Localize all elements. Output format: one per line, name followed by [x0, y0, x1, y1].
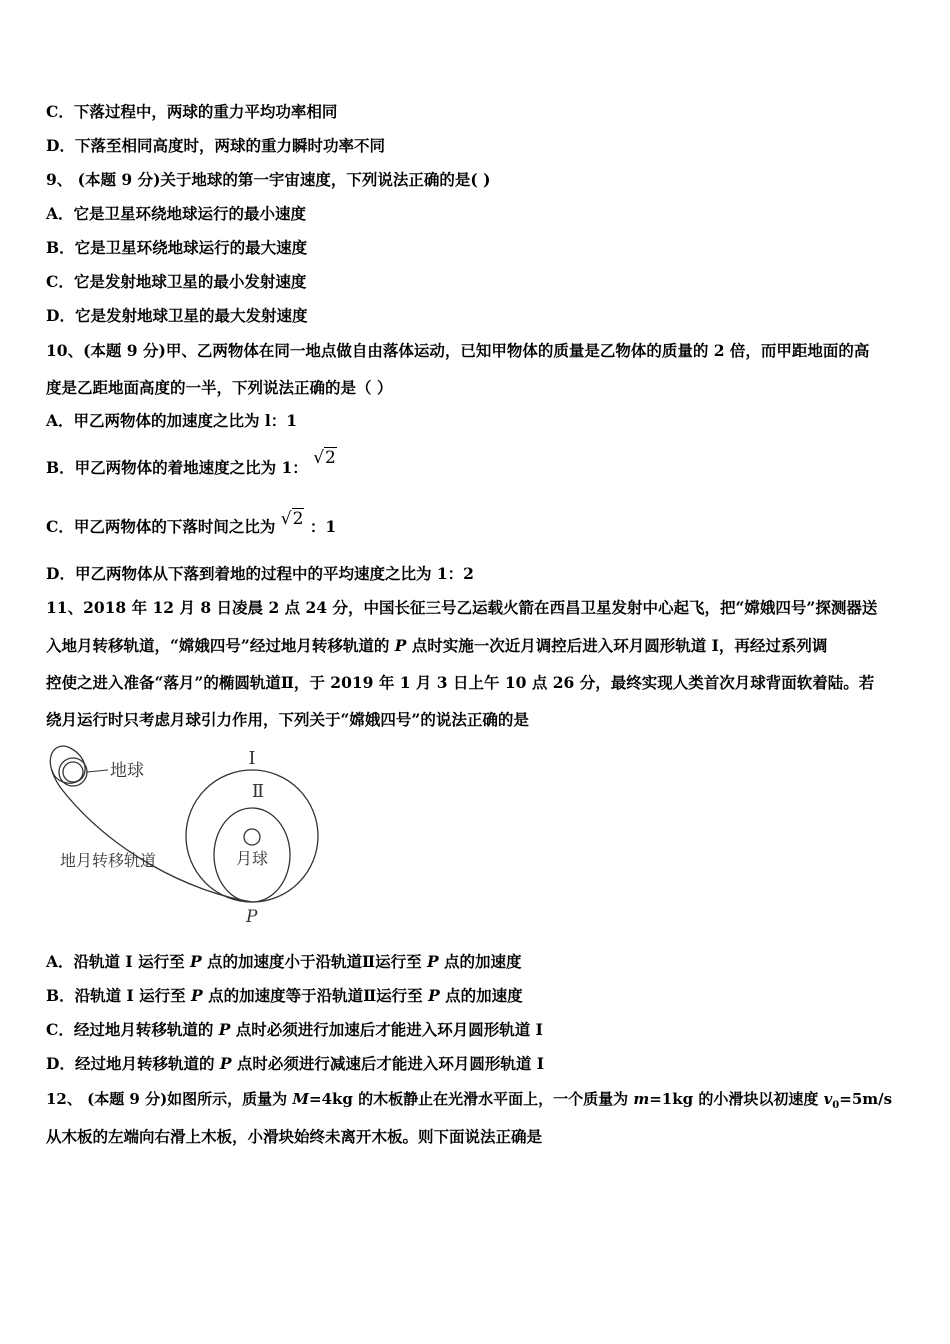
q11-option-c-2: 点时必须进行加速后才能进入环月圆形轨道 I — [230, 1020, 543, 1039]
earth-inner-circle — [63, 762, 83, 782]
mass-small-m-symbol: m — [633, 1090, 650, 1108]
q11-stem-line2 — [46, 636, 827, 656]
mass-m-symbol: M — [292, 1090, 310, 1108]
sqrt-two: √2 — [280, 509, 304, 529]
q11-stem-line4: 绕月运行时只考虑月球引力作用，下列关于“嫦娥四号”的说法正确的是 — [46, 710, 529, 729]
q11-stem-line2-a: 入地月转移轨道，“嫦娥四号”经过地月转移轨道的 — [46, 636, 395, 655]
point-p: P — [191, 986, 203, 1005]
orbit-figure — [40, 742, 340, 927]
q11-option-a — [46, 952, 522, 972]
q8-option-d: D．下落至相同高度时，两球的重力瞬时功率不同 — [46, 136, 385, 155]
q11-option-d — [46, 1054, 544, 1074]
q12-stem-c: =1kg 的小滑块以初速度 — [649, 1090, 824, 1108]
q11-option-b-2: 点的加速度等于沿轨道Ⅱ运行至 — [202, 986, 429, 1005]
point-p: P — [189, 952, 202, 971]
sqrt-radicand: 2 — [325, 448, 336, 468]
q10-option-b-text: B．甲乙两物体的着地速度之比为 1： — [46, 458, 308, 477]
earth-label: 地球 — [110, 761, 144, 781]
q10-option-b — [46, 448, 337, 478]
point-p: P — [219, 1054, 232, 1073]
sqrt-radicand: 2 — [292, 509, 304, 529]
velocity-subscript: 0 — [832, 1100, 840, 1111]
q11-option-c-1: C．经过地月转移轨道的 — [46, 1020, 219, 1039]
transfer-orbit-path — [50, 746, 252, 902]
q11-option-c — [46, 1020, 543, 1040]
q9-option-d: D．它是发射地球卫星的最大发射速度 — [46, 306, 308, 325]
q11-option-b-1: B．沿轨道 I 运行至 — [46, 986, 192, 1005]
orbit-ii-label: Ⅱ — [251, 781, 265, 802]
sqrt-two: √2 — [313, 448, 336, 468]
q10-option-a: A．甲乙两物体的加速度之比为 l：1 — [46, 411, 298, 430]
point-p: P — [394, 636, 407, 655]
q8-option-c: C．下落过程中，两球的重力平均功率相同 — [46, 102, 338, 121]
point-p-label: P — [246, 907, 258, 927]
q11-stem-line3: 控使之进入准备“落月”的椭圆轨道Ⅱ，于 2019 年 1 月 3 日上午 10 点 26 分，最终实现人类首次月球背面软着陆。若 — [46, 673, 875, 692]
q10-option-d: D．甲乙两物体从下落到着地的过程中的平均速度之比为 1：2 — [46, 564, 474, 583]
moon-circle — [244, 829, 260, 845]
q10-option-c — [46, 509, 337, 537]
q11-option-a-1: A．沿轨道 I 运行至 — [46, 952, 190, 971]
q11-stem-line2-b: 点时实施一次近月调控后进入环月圆形轨道 I，再经过系列调 — [406, 636, 828, 655]
point-p: P — [428, 986, 440, 1005]
q11-option-b-3: 点的加速度 — [439, 986, 523, 1005]
q9-option-c: C．它是发射地球卫星的最小发射速度 — [46, 272, 307, 291]
point-p: P — [426, 952, 439, 971]
point-p: P — [218, 1020, 231, 1039]
q12-stem-a: 12、 (本题 9 分)如图所示，质量为 — [46, 1090, 293, 1108]
q9-stem: 9、 (本题 9 分)关于地球的第一宇宙速度，下列说法正确的是( ) — [46, 170, 491, 189]
q11-stem-line1: 11、2018 年 12 月 8 日凌晨 2 点 24 分，中国长征三号乙运载火箭在西昌卫星发射中心起飞，把“嫦娥四号”探测器送 — [46, 598, 878, 617]
moon-label: 月球 — [235, 849, 269, 868]
q11-option-d-1: D．经过地月转移轨道的 — [46, 1054, 220, 1073]
q12-stem-line1 — [46, 1089, 892, 1116]
q12-stem-d: =5m/s — [839, 1090, 893, 1108]
q9-option-a: A．它是卫星环绕地球运行的最小速度 — [46, 204, 307, 223]
q10-option-c-text: C．甲乙两物体的下落时间之比为 — [46, 517, 276, 536]
q11-option-b — [46, 986, 523, 1006]
q9-option-b: B．它是卫星环绕地球运行的最大速度 — [46, 238, 308, 257]
q11-option-a-2: 点的加速度小于沿轨道Ⅱ运行至 — [201, 952, 427, 971]
q10-option-c-ratio: ：1 — [309, 517, 337, 536]
velocity-symbol: v — [823, 1090, 833, 1108]
q11-option-a-3: 点的加速度 — [438, 952, 522, 971]
q12-stem-line2: 从木板的左端向右滑上木板，小滑块始终未离开木板。则下面说法正确是 — [46, 1127, 543, 1146]
orbit-i-label: Ⅰ — [248, 748, 256, 769]
q10-stem-line2: 度是乙距地面高度的一半，下列说法正确的是（ ） — [46, 378, 393, 397]
q10-stem-line1: 10、(本题 9 分)甲、乙两物体在同一地点做自由落体运动，已知甲物体的质量是乙物体的质量的 2 倍，而甲距地面的高 — [46, 341, 870, 360]
transfer-orbit-label: 地月转移轨道 — [60, 851, 157, 870]
q11-option-d-2: 点时必须进行减速后才能进入环月圆形轨道 I — [231, 1054, 545, 1073]
q12-stem-b: =4kg 的木板静止在光滑水平面上，一个质量为 — [309, 1090, 634, 1108]
